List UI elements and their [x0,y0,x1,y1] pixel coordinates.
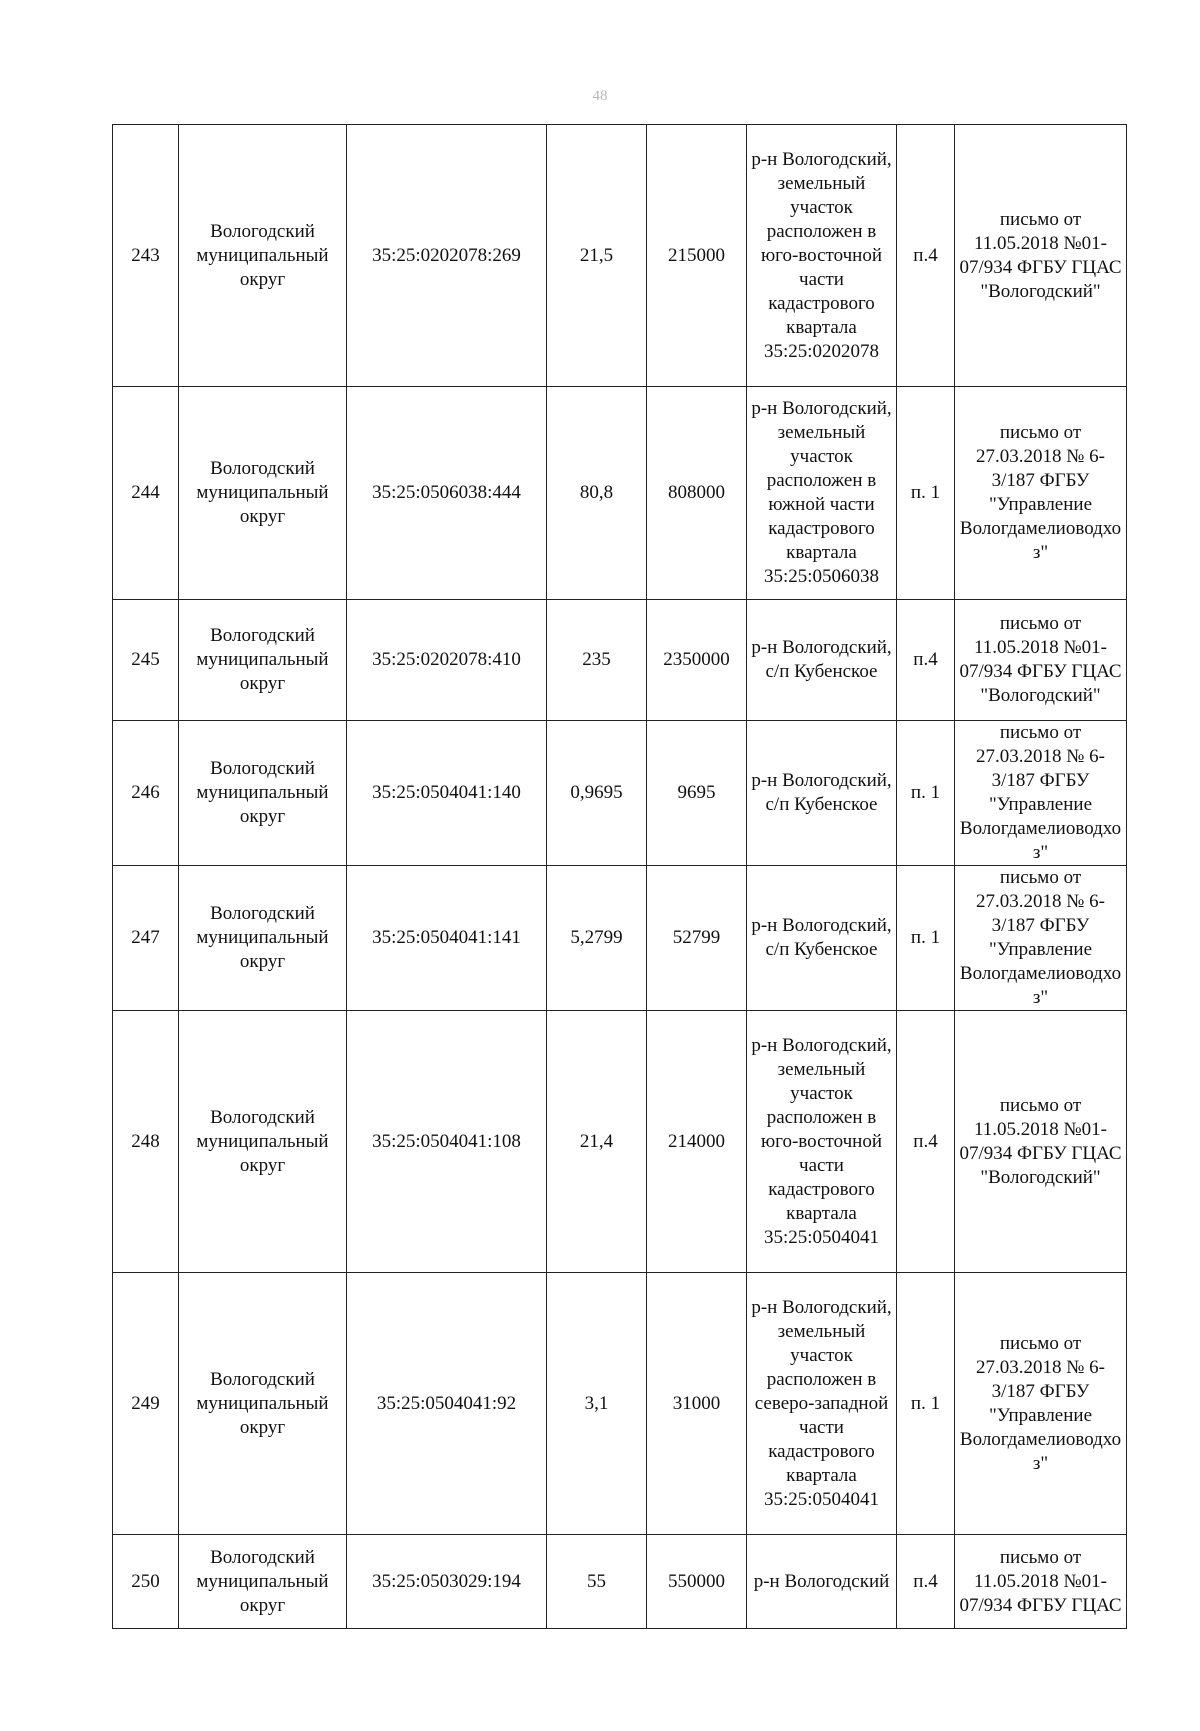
municipality-cell: Вологодский муниципальный округ [179,387,347,600]
cadastral-number-cell: 35:25:0504041:92 [347,1273,547,1535]
basis-cell: письмо от 11.05.2018 №01-07/934 ФГБУ ГЦАС "Вологодский" [955,125,1127,387]
area-cell: 5,2799 [547,866,647,1011]
row-number: 247 [113,866,179,1011]
area-sqm-cell: 52799 [647,866,747,1011]
clause-cell: п.4 [897,1011,955,1273]
clause-cell: п. 1 [897,387,955,600]
basis-cell: письмо от 11.05.2018 №01-07/934 ФГБУ ГЦАС "Вологодский" [955,600,1127,721]
basis-cell: письмо от 27.03.2018 № 6-3/187 ФГБУ "Управление Вологдамелиоводхоз" [955,1273,1127,1535]
table-row [113,125,1127,387]
address-cell: р-н Вологодский, с/п Кубенское [747,866,897,1011]
basis-cell: письмо от 27.03.2018 № 6-3/187 ФГБУ "Управление Вологдамелиоводхоз" [955,866,1127,1011]
clause-cell: п. 1 [897,1273,955,1535]
area-cell: 3,1 [547,1273,647,1535]
basis-cell: письмо от 27.03.2018 № 6-3/187 ФГБУ "Управление Вологдамелиоводхоз" [955,721,1127,866]
cadastral-number-cell: 35:25:0202078:410 [347,600,547,721]
clause-cell: п. 1 [897,866,955,1011]
area-sqm-cell: 808000 [647,387,747,600]
basis-cell: письмо от 11.05.2018 №01-07/934 ФГБУ ГЦАС "Вологодский" [955,1011,1127,1273]
clause-cell: п.4 [897,600,955,721]
address-cell: р-н Вологодский, с/п Кубенское [747,600,897,721]
table-row [113,866,1127,1011]
municipality-cell: Вологодский муниципальный округ [179,721,347,866]
row-number: 245 [113,600,179,721]
cadastral-number-cell: 35:25:0202078:269 [347,125,547,387]
municipality-cell: Вологодский муниципальный округ [179,1011,347,1273]
cadastral-number-cell: 35:25:0504041:140 [347,721,547,866]
table-row [113,600,1127,721]
clause-cell: п. 1 [897,721,955,866]
basis-cell: письмо от 11.05.2018 №01-07/934 ФГБУ ГЦАС [955,1535,1127,1629]
area-cell: 21,4 [547,1011,647,1273]
area-sqm-cell: 9695 [647,721,747,866]
table-row [113,721,1127,866]
area-sqm-cell: 550000 [647,1535,747,1629]
row-number: 244 [113,387,179,600]
address-cell: р-н Вологодский, земельный участок расположен в юго-восточной части кадастрового квартала 35:25:0202078 [747,125,897,387]
municipality-cell: Вологодский муниципальный округ [179,866,347,1011]
area-sqm-cell: 215000 [647,125,747,387]
area-sqm-cell: 2350000 [647,600,747,721]
address-cell: р-н Вологодский, с/п Кубенское [747,721,897,866]
municipality-cell: Вологодский муниципальный округ [179,600,347,721]
area-sqm-cell: 214000 [647,1011,747,1273]
area-cell: 0,9695 [547,721,647,866]
row-number: 243 [113,125,179,387]
table-row [113,1011,1127,1273]
municipality-cell: Вологодский муниципальный округ [179,1535,347,1629]
row-number: 248 [113,1011,179,1273]
area-cell: 80,8 [547,387,647,600]
page-number: 48 [592,88,608,104]
clause-cell: п.4 [897,125,955,387]
row-number: 250 [113,1535,179,1629]
row-number: 249 [113,1273,179,1535]
area-sqm-cell: 31000 [647,1273,747,1535]
municipality-cell: Вологодский муниципальный округ [179,125,347,387]
table-row [113,1535,1127,1629]
municipality-cell: Вологодский муниципальный округ [179,1273,347,1535]
land-plots-table [112,124,1127,1629]
area-cell: 55 [547,1535,647,1629]
cadastral-number-cell: 35:25:0503029:194 [347,1535,547,1629]
address-cell: р-н Вологодский, земельный участок расположен в северо-западной части кадастрового квартала 35:25:0504041 [747,1273,897,1535]
clause-cell: п.4 [897,1535,955,1629]
cadastral-number-cell: 35:25:0506038:444 [347,387,547,600]
row-number: 246 [113,721,179,866]
area-cell: 235 [547,600,647,721]
address-cell: р-н Вологодский, земельный участок расположен в южной части кадастрового квартала 35:25:0506038 [747,387,897,600]
address-cell: р-н Вологодский, земельный участок расположен в юго-восточной части кадастрового квартала 35:25:0504041 [747,1011,897,1273]
area-cell: 21,5 [547,125,647,387]
basis-cell: письмо от 27.03.2018 № 6-3/187 ФГБУ "Управление Вологдамелиоводхоз" [955,387,1127,600]
cadastral-number-cell: 35:25:0504041:141 [347,866,547,1011]
table-row [113,387,1127,600]
address-cell: р-н Вологодский [747,1535,897,1629]
cadastral-number-cell: 35:25:0504041:108 [347,1011,547,1273]
table-row [113,1273,1127,1535]
